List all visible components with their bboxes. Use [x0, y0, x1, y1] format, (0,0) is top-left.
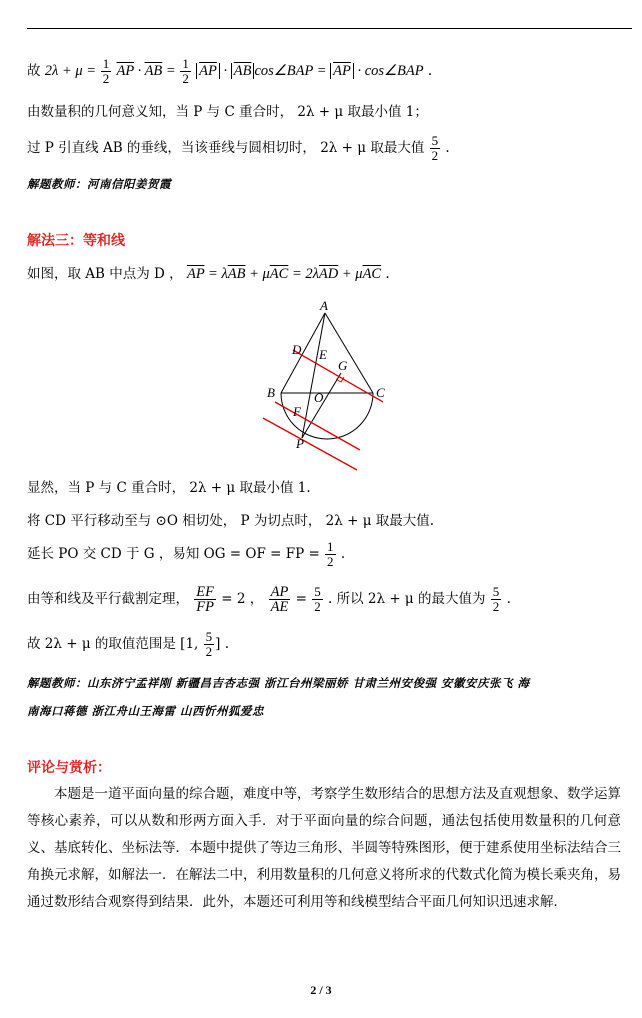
math-segment: = — [162, 63, 180, 79]
numerator: 5 — [314, 584, 321, 599]
label-G: G — [338, 358, 348, 373]
numerator: 1 — [102, 56, 110, 71]
equation-line-1 — [27, 57, 432, 86]
vector-AP: $\overline{AP}$ — [116, 63, 134, 79]
denominator: 2 — [327, 554, 334, 569]
vector-AB: $\overline{AB}$ — [227, 266, 246, 282]
header-rule — [27, 28, 632, 29]
denominator: 2 — [102, 71, 110, 86]
text-line-9 — [27, 630, 229, 659]
text-line-4 — [27, 262, 390, 283]
vector-AP: $\overline{AP}$ — [186, 266, 205, 282]
vector-AC: $\overline{AC}$ — [362, 266, 382, 282]
text-segment: 延长 PO 交 CD 于 G ，易知 OG = OF = FP = — [27, 546, 325, 562]
math-segment: 2λ + μ = — [44, 63, 100, 79]
math-segment: cos∠BAP = — [254, 63, 331, 79]
denominator: AE — [270, 599, 289, 615]
label-B: B — [267, 385, 275, 400]
numerator: 1 — [327, 539, 334, 554]
text-segment: 故 — [27, 63, 45, 79]
math-segment: · — [133, 63, 145, 79]
math-segment: · — [219, 63, 231, 79]
text-segment: 由等和线及平行截割定理， — [27, 591, 189, 607]
math-segment: · cos∠BAP — [353, 63, 424, 79]
text-segment: 故 2λ + μ 的取值范围是 [1, — [27, 636, 203, 652]
denominator: 2 — [205, 644, 213, 659]
text-segment: 过 P 引直线 AB 的垂线，当该垂线与圆相切时， 2λ + μ 取最大值 — [27, 140, 425, 156]
denominator: 2 — [314, 599, 321, 614]
section-heading-method-3: 解法三：等和线 — [27, 233, 125, 249]
denominator: FP — [196, 599, 215, 615]
denominator: 2 — [182, 71, 189, 86]
denominator: 2 — [431, 148, 439, 163]
label-F: F — [293, 404, 301, 419]
numerator: EF — [196, 584, 215, 600]
numerator: 5 — [431, 133, 439, 148]
text-segment: = — [291, 591, 312, 607]
abs-vector-AP: $\overline{AP}$ — [330, 63, 354, 79]
text-segment: . — [336, 546, 346, 562]
label-O: O — [314, 390, 324, 405]
red-line-tangent-P — [263, 418, 357, 470]
fraction-five-halves — [491, 585, 502, 614]
denominator: 2 — [492, 599, 500, 614]
teacher-credit-1: 解题教师：河南信阳姜贺霞 — [27, 177, 171, 191]
fraction-five-halves — [312, 585, 323, 614]
commentary-paragraph: 本题是一道平面向量的综合题，难度中等，考察学生数形结合的思想方法及直观想象、数学运算等核心素养，可以从数和形两方面入手．对于平面向量的综合问题，通法包括使用数量积的几何意义、基底转化、坐标法等．本题中提供了等边三角形、半圆等特殊图形，便于建系使用坐标法结合三角换元求解，如解法一．在解法二中，利用数量积的几何意义将所求的代数式化简为模长乘夹角，易通过数形结合观察得到结果．此外，本题还可利用等和线模型结合平面几何知识迅速求解． — [27, 786, 621, 910]
text-segment: . 所以 2λ + μ 的最大值为 — [323, 591, 486, 607]
fraction-one-half — [325, 540, 336, 569]
text-segment: 如图，取 AB 中点为 D ， — [27, 266, 183, 282]
fraction-five-halves — [430, 134, 441, 163]
text-segment: . — [423, 63, 433, 79]
teacher-credit-2b: 南海口蒋德 浙江舟山王海雷 山西忻州狐爱忠 — [27, 704, 265, 718]
text-line-2: 由数量积的几何意义知，当 P 与 C 重合时， 2λ + μ 取最小值 1； — [27, 104, 428, 120]
text-segment: . — [502, 591, 511, 607]
abs-vector-AB: $\overline{AB}$ — [231, 63, 255, 79]
text-segment: ] . — [215, 636, 229, 652]
text-line-8 — [27, 585, 511, 614]
teacher-credit-2a: 解题教师：山东济宁孟祥刚 新疆昌吉杏志强 浙江台州梁丽娇 甘肃兰州安俊强 安徽安庆张飞 海 — [27, 676, 530, 690]
text-line-7 — [27, 540, 345, 569]
text-segment: . — [441, 140, 450, 156]
vector-AD: $\overline{AD}$ — [318, 266, 339, 282]
math-segment: = λ — [204, 266, 228, 282]
triangle-side-AC — [325, 313, 373, 393]
label-P: P — [296, 436, 304, 451]
fraction-EF-FP — [194, 585, 216, 614]
label-D: D — [292, 342, 302, 357]
fraction-AP-AE — [269, 585, 291, 614]
numerator: AP — [270, 584, 289, 600]
abs-vector-AP: $\overline{AP}$ — [196, 63, 220, 79]
text-segment: = 2 ， — [217, 591, 264, 607]
text-line-6: 将 CD 平行移动至与 ⊙O 相切处， P 为切点时， 2λ + μ 取最大值. — [27, 513, 435, 529]
vector-AB: $\overline{AB}$ — [144, 63, 163, 79]
math-segment: + μ — [245, 266, 270, 282]
label-C: C — [376, 385, 385, 400]
geometry-figure — [255, 298, 385, 473]
label-A: A — [320, 298, 328, 313]
numerator: 5 — [492, 584, 500, 599]
section-heading-commentary: 评论与赏析： — [27, 760, 111, 776]
numerator: 1 — [182, 56, 189, 71]
red-line-through-F — [275, 402, 360, 450]
fraction-one-half — [180, 57, 191, 86]
math-segment: + μ — [338, 266, 363, 282]
vector-AC: $\overline{AC}$ — [269, 266, 289, 282]
text-segment: . — [381, 266, 390, 282]
math-segment: = 2λ — [288, 266, 319, 282]
text-line-5: 显然，当 P 与 C 重合时， 2λ + μ 取最小值 1. — [27, 480, 311, 496]
text-line-3 — [27, 134, 450, 163]
page-number: 2 / 3 — [310, 983, 332, 997]
fraction-one-half — [101, 57, 112, 86]
label-E: E — [319, 347, 327, 362]
fraction-five-halves — [204, 630, 215, 659]
numerator: 5 — [205, 629, 213, 644]
